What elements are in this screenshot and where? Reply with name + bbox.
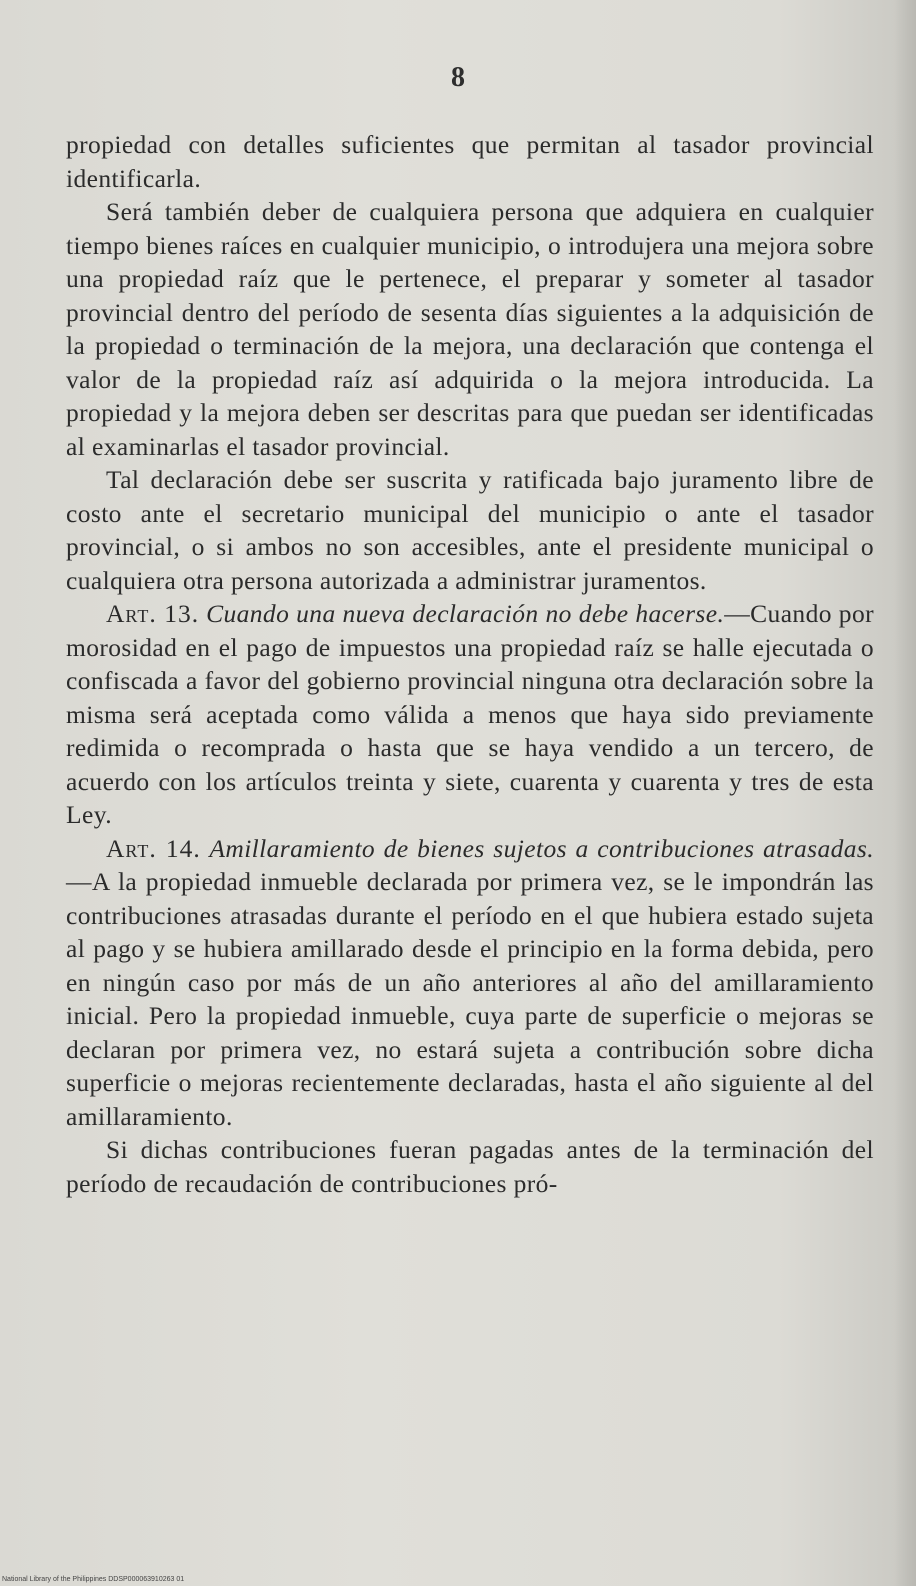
page-edge-shadow [894, 0, 916, 1586]
paragraph-declaration-duty: Será también deber de cualquiera persona que adquiera en cualquier tiempo bienes raíces en cualquier municipio, o introdujera una mejora sobre una propiedad raíz que le pertenece, el preparar y someter al tasador provincial dentro del período de sesenta días siguientes a la adquisición de la propiedad o terminación de la mejora, una declaración que contenga el valor de la propiedad raíz así adquirida o la mejora introducida. La propiedad y la mejora deben ser descritas para que puedan ser identificadas al examinarlas el tasador provincial. [66, 197, 874, 461]
article-14-body: —A la propiedad inmueble declarada por primera vez, se le impondrán las contribuciones atrasadas durante el período en el que hubiera estado sujeta al pago y se hubiera amillarado desde el principio en la forma debida, pero en ningún caso por más de un año anteriores al año del amillaramiento inicial. Pero la propiedad inmueble, cuya parte de superficie o mejoras se declaran por primera vez, no estará sujeta a contribución sobre dicha superficie o mejoras recientemente declaradas, hasta el año siguiente al del amillaramiento. [66, 867, 874, 1131]
article-13-label: Art. 13. [106, 599, 200, 628]
article-13 [66, 597, 874, 832]
paragraph-final: Si dichas contribuciones fueran pagadas antes de la terminación del período de recaudación de contribuciones pró- [66, 1135, 874, 1198]
article-14 [66, 832, 874, 1134]
article-14-label: Art. 14. [106, 833, 201, 863]
page-number: 8 [451, 62, 465, 93]
article-13-body: —Cuando por morosidad en el pago de impuestos una propiedad raíz se halle ejecutada o confiscada a favor del gobierno provincial ninguna otra declaración sobre la misma será aceptada como válida a menos que haya sido previamente redimida o recomprada o hasta que se haya vendido a un tercero, de acuerdo con los artículos treinta y siete, cuarenta y cuarenta y tres de esta Ley. [66, 599, 874, 829]
article-14-title: Amillaramiento de bienes sujetos a contribuciones atrasadas. [209, 833, 875, 863]
paragraph-continuation: propiedad con detalles suficientes que permitan al tasador provincial identificarla. [66, 130, 874, 193]
article-13-title: Cuando una nueva declaración no debe hacerse. [206, 599, 725, 628]
paragraph-oath: Tal declaración debe ser suscrita y ratificada bajo juramento libre de costo ante el secretario municipal del municipio o ante el tasador provincial, o si ambos no son accesibles, ante el presidente municipal o cualquiera otra persona autorizada a administrar juramentos. [66, 465, 874, 595]
body-text [66, 128, 874, 1200]
scan-footer: National Library of the Philippines DDSP000063910263 01 [2, 1576, 185, 1583]
